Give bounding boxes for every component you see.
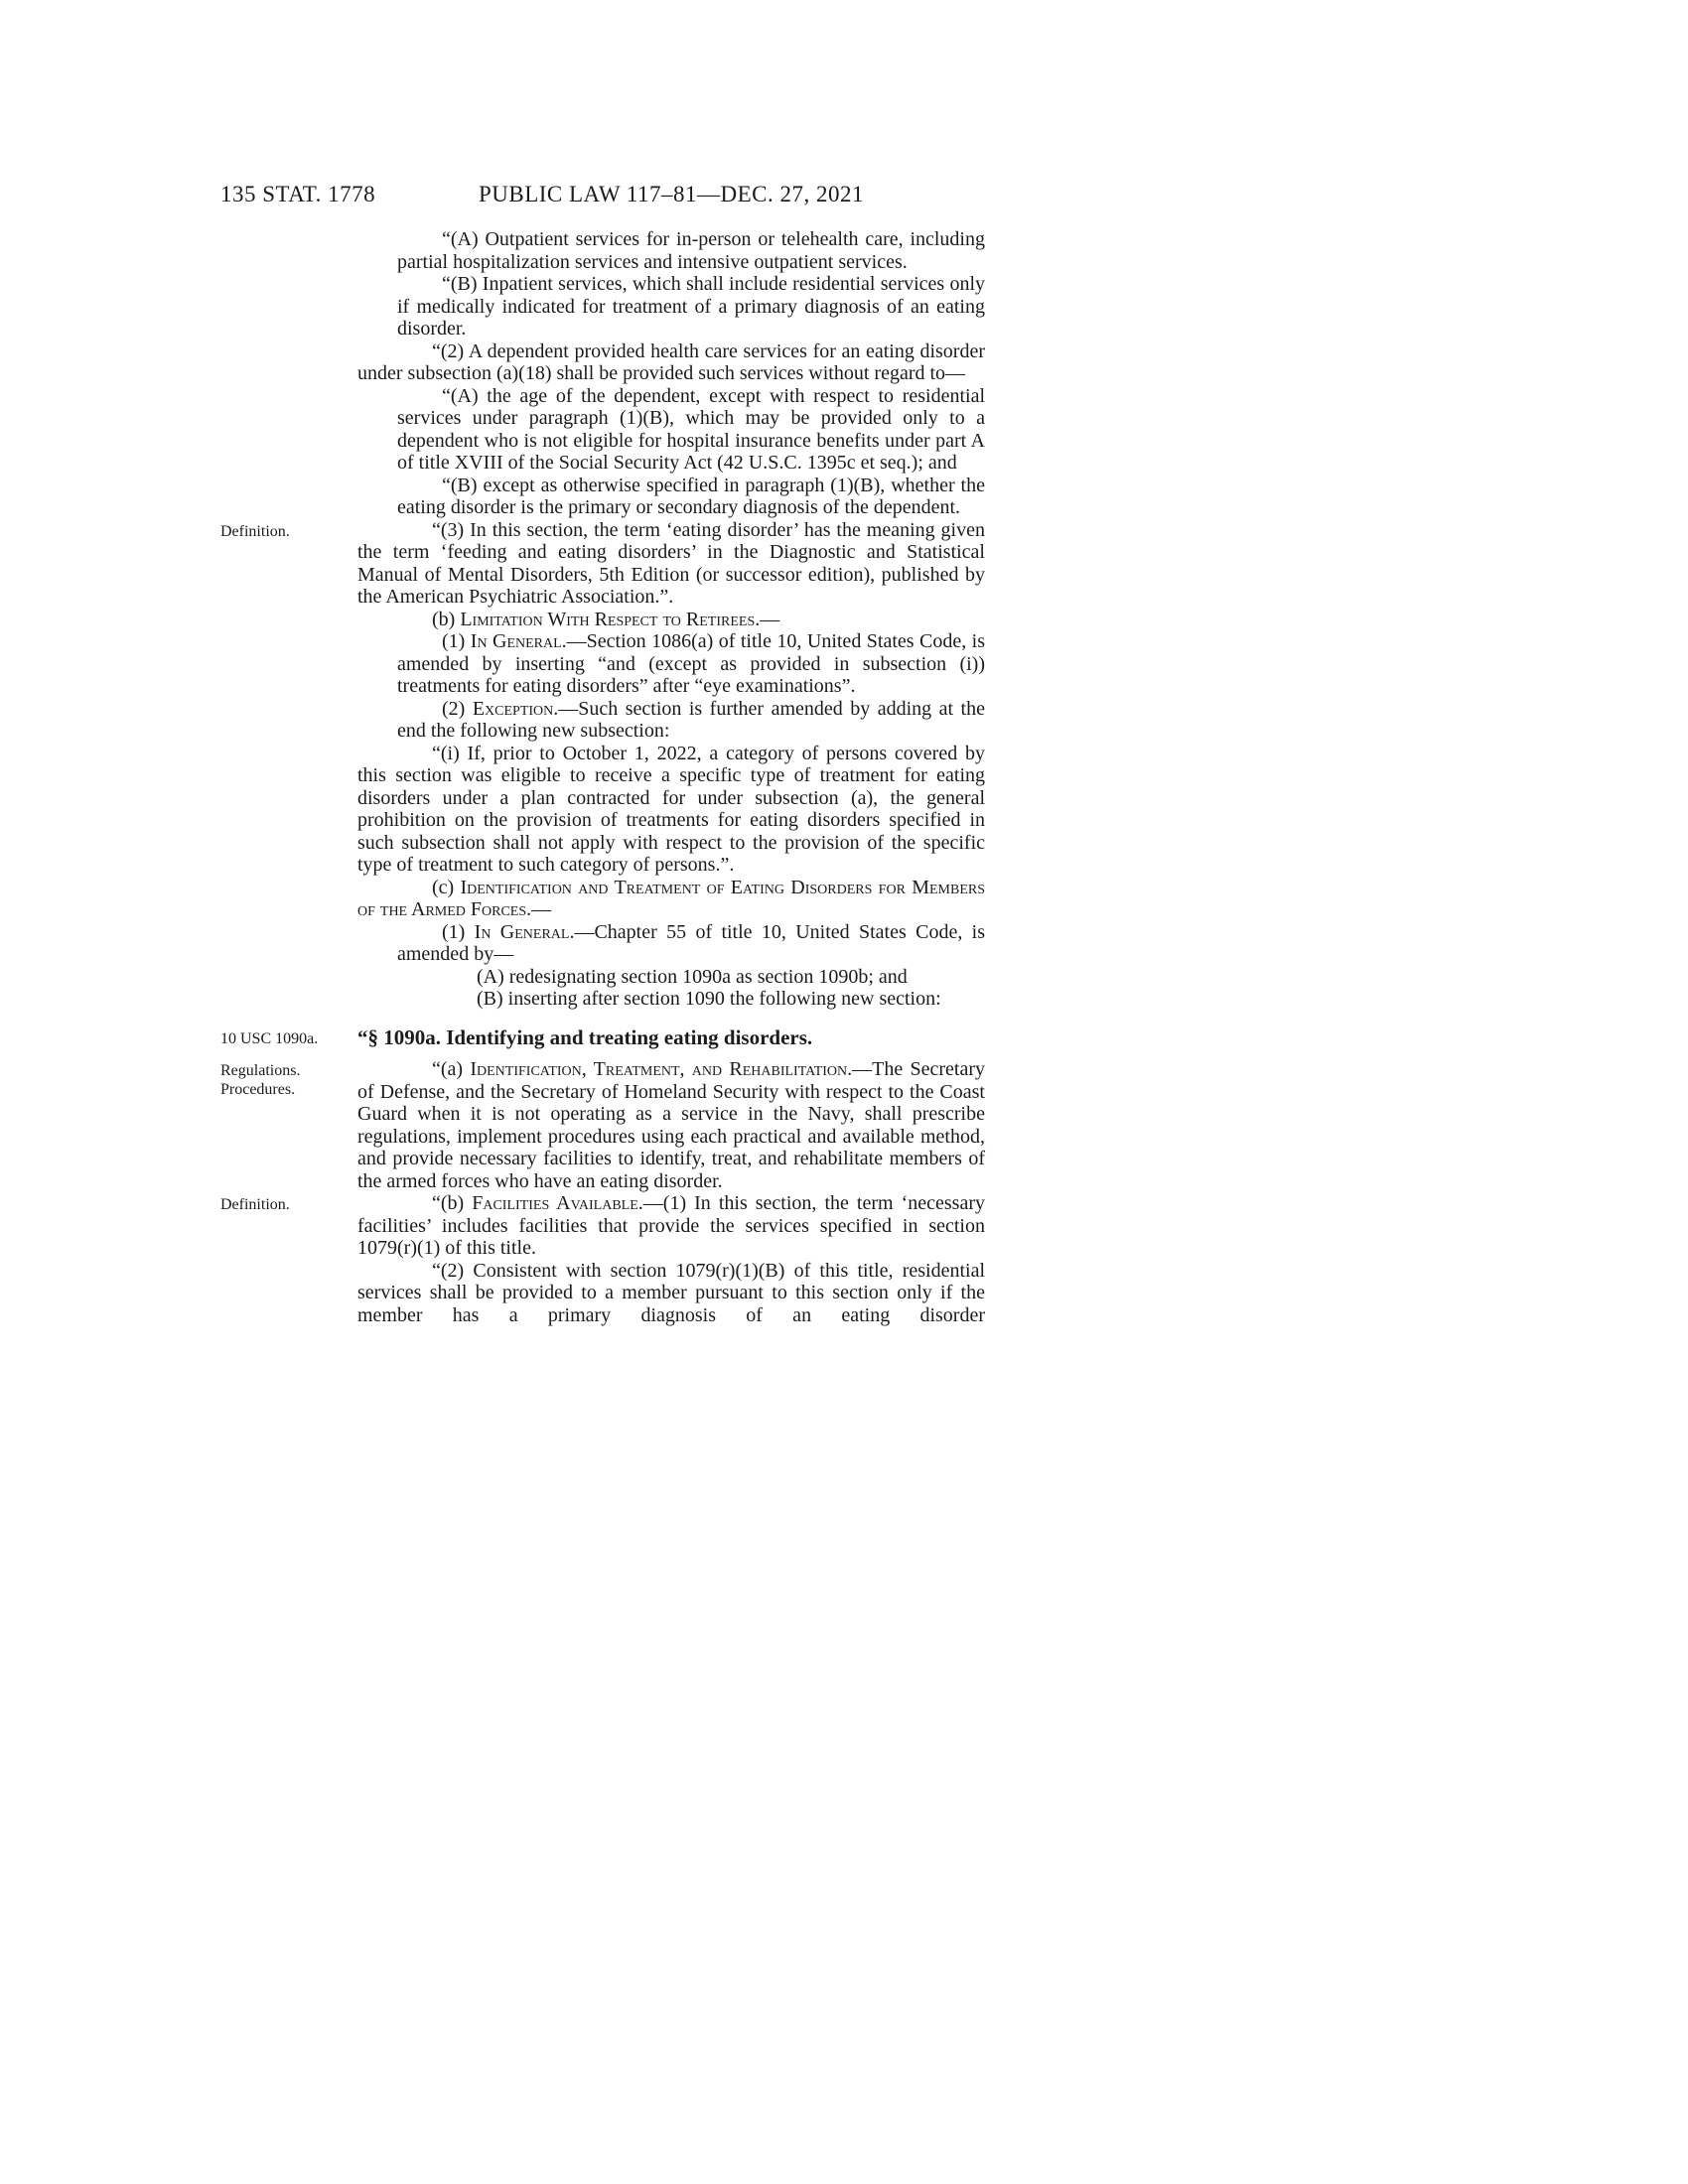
- margin-note-empty: [220, 341, 357, 343]
- text-segment: “(2) A dependent provided health care services for an eating disorder under subsection (a)(18) shall be provided such services without regard to—: [357, 340, 985, 384]
- paragraph-cell: [357, 1260, 985, 1327]
- text-segment: “(A) the age of the dependent, except with respect to residential services under paragraph (1)(B), which may be provided only to a dependent who is not eligible for hospital insurance benefits under part A of title XVIII of the Social Security Act (42 U.S.C. 1395c et seq.); and: [397, 384, 985, 474]
- margin-note-empty: [220, 698, 357, 701]
- statute-body: [220, 228, 985, 1326]
- statute-block: [220, 609, 985, 631]
- statute-block: [220, 475, 985, 519]
- text-segment: (2): [442, 697, 473, 720]
- margin-note: [220, 519, 357, 541]
- page-header: [220, 182, 985, 211]
- paragraph-cell: [357, 988, 985, 1011]
- text-segment: (b): [432, 608, 461, 630]
- text-segment: .—(1) In this section, the term ‘necessary facilities’ includes facilities that provide the services specified in section 1079(r)(1) of this title.: [357, 1192, 985, 1259]
- text-segment: .—: [755, 608, 780, 630]
- margin-note: [220, 1026, 357, 1048]
- statute-paragraph: [437, 988, 985, 1011]
- text-segment: “(i) If, prior to October 1, 2022, a category of persons covered by this section was eligible to receive a specific type of treatment for eating disorders under a plan contracted for under subsection (a), the general prohibition on the provision of treatments for eating disorders specified in such subsection shall not apply with respect to the provision of the specific type of treatment to such category of persons.”.: [357, 742, 985, 876]
- paragraph-cell: [357, 341, 985, 385]
- paragraph-cell: [357, 1192, 985, 1260]
- text-segment: .—Such section is further amended by adding at the end the following new subsection:: [397, 697, 985, 742]
- paragraph-cell: [357, 228, 985, 273]
- margin-note-line: Definition.: [220, 522, 290, 540]
- law-title: PUBLIC LAW 117–81—DEC. 27, 2021: [478, 182, 865, 206]
- margin-note-empty: [220, 385, 357, 388]
- text-segment: .—: [526, 898, 552, 920]
- margin-note-empty: [220, 988, 357, 991]
- margin-note-line: Procedures.: [220, 1081, 296, 1098]
- statute-paragraph: [397, 475, 985, 519]
- margin-note: [220, 1192, 357, 1214]
- statute-block: [220, 743, 985, 877]
- text-segment: “(B) Inpatient services, which shall include residential services only if medically indicated for treatment of a primary diagnosis of an eating disorder.: [397, 273, 985, 340]
- statute-paragraph: [357, 1260, 985, 1327]
- statute-block: [220, 966, 985, 989]
- statute-paragraph: [397, 228, 985, 273]
- statute-paragraph: [357, 341, 985, 385]
- statute-block: [220, 1192, 985, 1260]
- statute-paragraph: [357, 877, 985, 921]
- paragraph-cell: [357, 385, 985, 475]
- statute-paragraph: [357, 743, 985, 877]
- text-segment: “(A) Outpatient services for in-person or telehealth care, including partial hospitalization services and intensive outpatient services.: [397, 228, 985, 273]
- statute-block: [220, 519, 985, 609]
- text-segment: (A) redesignating section 1090a as section 1090b; and: [477, 965, 908, 988]
- text-segment: .—Chapter 55 of title 10, United States Code, is amended by—: [397, 920, 986, 965]
- text-segment: (1): [442, 630, 471, 652]
- text-segment: (1): [442, 920, 475, 943]
- smallcaps-text: In General: [470, 630, 562, 652]
- statute-paragraph: [397, 273, 985, 341]
- statute-block: [220, 341, 985, 385]
- margin-note-empty: [220, 630, 357, 633]
- smallcaps-text: Exception: [472, 697, 554, 720]
- statute-paragraph: [397, 630, 985, 698]
- margin-note-empty: [220, 475, 357, 478]
- margin-note-empty: [220, 228, 357, 231]
- statute-paragraph: [357, 1192, 985, 1260]
- smallcaps-text: Identification, Treatment, and Rehabilitation: [470, 1058, 848, 1080]
- statute-block: [220, 630, 985, 698]
- statute-paragraph: [397, 698, 985, 743]
- paragraph-cell: [357, 1058, 985, 1192]
- margin-note-empty: [220, 609, 357, 612]
- paragraph-cell: [357, 921, 985, 966]
- paragraph-cell: [357, 966, 985, 989]
- paragraph-cell: [357, 273, 985, 341]
- statute-block: [220, 877, 985, 921]
- paragraph-cell: [357, 698, 985, 743]
- paragraph-cell: [357, 1026, 985, 1049]
- statute-paragraph: [357, 1058, 985, 1192]
- statute-block: [220, 273, 985, 341]
- text-segment: (c): [432, 876, 461, 898]
- margin-note-line: Regulations.: [220, 1062, 301, 1079]
- paragraph-cell: [357, 475, 985, 519]
- text-segment: .—Section 1086(a) of title 10, United States Code, is amended by inserting “and (except as provided in subsection (i)) treatments for eating disorders” after “eye examinations”.: [397, 630, 985, 697]
- paragraph-cell: [357, 630, 985, 698]
- statute-block: [220, 698, 985, 743]
- margin-note-line: 10 USC 1090a.: [220, 1029, 319, 1047]
- smallcaps-text: In General: [474, 920, 570, 943]
- statute-block: [220, 1058, 985, 1192]
- margin-note: [220, 1058, 357, 1099]
- statute-block: [220, 228, 985, 273]
- paragraph-cell: [357, 609, 985, 631]
- paragraph-cell: [357, 519, 985, 609]
- margin-note-empty: [220, 966, 357, 969]
- text-segment: “(2) Consistent with section 1079(r)(1)(B) of this title, residential services shall be provided to a member pursuant to this section only if the member has a primary diagnosis of an eating disorder: [357, 1259, 985, 1326]
- smallcaps-text: Limitation With Respect to Retirees: [460, 608, 756, 630]
- text-segment: “(a): [432, 1058, 471, 1080]
- text-segment: (B) inserting after section 1090 the following new section:: [477, 988, 941, 1010]
- paragraph-cell: [357, 877, 985, 921]
- text-segment: “(3) In this section, the term ‘eating disorder’ has the meaning given the term ‘feeding and eating disorders’ in the Diagnostic and Statistical Manual of Mental Disorders, 5th Edition (or successor edition), published by the American Psychiatric Association.”.: [357, 518, 985, 608]
- statute-block: [220, 988, 985, 1011]
- stat-page-number: 135 STAT. 1778: [220, 182, 376, 206]
- margin-note-empty: [220, 921, 357, 924]
- margin-note-line: Definition.: [220, 1196, 290, 1213]
- text-segment: .—The Secretary of Defense, and the Secretary of Homeland Security with respect to the Coast Guard when it is not operating as a service in the Navy, shall prescribe regulations, implement procedures using each practical and available method, and provide necessary facilities to identify, treat, and rehabilitate members of the armed forces who have an eating disorder.: [357, 1058, 985, 1192]
- statute-paragraph: [437, 966, 985, 989]
- statute-block: [220, 921, 985, 966]
- paragraph-cell: [357, 743, 985, 877]
- section-heading: [357, 1026, 985, 1049]
- smallcaps-text: Identification and Treatment of Eating Disorders for Members of the Armed Forces: [357, 876, 985, 920]
- margin-note-empty: [220, 273, 357, 276]
- smallcaps-text: Facilities Available: [472, 1192, 638, 1214]
- margin-note-empty: [220, 743, 357, 746]
- statute-paragraph: [397, 921, 985, 966]
- statute-block: [220, 1026, 985, 1049]
- margin-note-empty: [220, 1260, 357, 1263]
- text-segment: “§ 1090a. Identifying and treating eating disorders.: [357, 1024, 813, 1049]
- statute-paragraph: [357, 519, 985, 609]
- text-segment: “(B) except as otherwise specified in paragraph (1)(B), whether the eating disorder is the primary or secondary diagnosis of the dependent.: [397, 474, 985, 518]
- statute-paragraph: [357, 609, 985, 631]
- statute-block: [220, 1260, 985, 1327]
- statute-paragraph: [397, 385, 985, 475]
- text-segment: “(b): [432, 1192, 473, 1214]
- margin-note-empty: [220, 877, 357, 880]
- statute-block: [220, 385, 985, 475]
